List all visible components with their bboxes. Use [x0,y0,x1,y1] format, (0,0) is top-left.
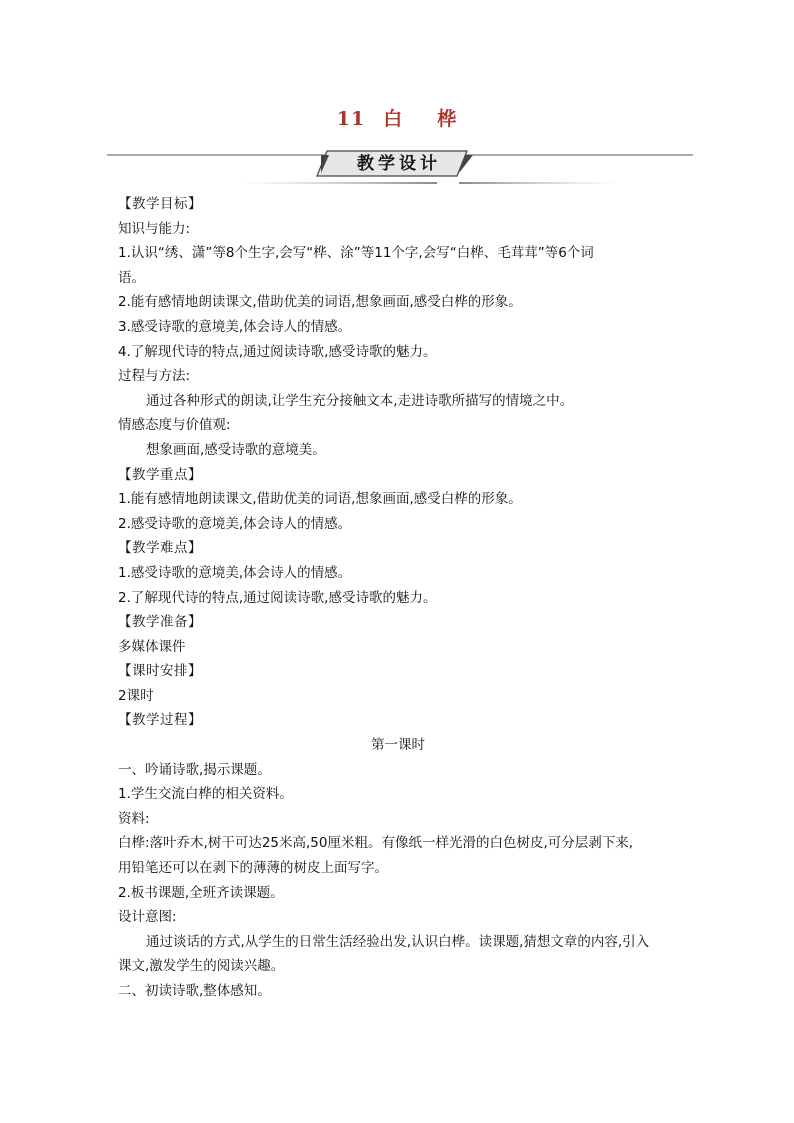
text-line: 2.板书课题,全班齐读课题。 [118,884,284,901]
banner-label: 教学设计 [357,154,441,174]
text-line: 通过谈话的方式,从学生的日常生活经验出发,认识白桦。读课题,猜想文章的内容,引入 [146,933,650,950]
title-char-1: 白 [383,108,404,130]
text-line: 二、初读诗歌,整体感知。 [118,983,271,999]
text-line: 1.认识“绣、潇”等8个生字,会写“桦、涂”等11个字,会写“白桦、毛茸茸”等6个词 [118,245,594,262]
text-line: 用铅笔还可以在剥下的薄薄的树皮上面写字。 [118,860,388,877]
section-heading: 【教学目标】 [118,196,202,212]
text-line: 2.感受诗歌的意境美,体会诗人的情感。 [118,515,352,532]
title-char-2: 桦 [437,108,458,130]
text-line: 想象画面,感受诗歌的意境美。 [146,441,326,458]
lesson-number: 11 [336,108,366,130]
text-line: 1.学生交流白桦的相关资料。 [118,786,293,803]
text-line: 2课时 [118,687,154,704]
document-body [118,192,678,1004]
section-heading: 【教学过程】 [118,712,202,729]
text-line: 4.了解现代诗的特点,通过阅读诗歌,感受诗歌的魅力。 [118,343,437,360]
text-line: 通过各种形式的朗读,让学生充分接触文本,走进诗歌所描写的情境之中。 [146,392,574,409]
text-line: 2.了解现代诗的特点,通过阅读诗歌,感受诗歌的魅力。 [118,589,437,606]
text-line: 语。 [118,269,145,286]
section-heading: 【教学准备】 [118,614,202,631]
text-line: 1.能有感情地朗读课文,借助优美的词语,想象画面,感受白桦的形象。 [118,491,522,508]
text-line: 设计意图: [118,909,177,926]
text-line: 1.感受诗歌的意境美,体会诗人的情感。 [118,564,352,581]
text-line: 课文,激发学生的阅读兴趣。 [118,958,285,975]
text-line: 知识与能力: [118,220,191,237]
text-line: 一、吟诵诗歌,揭示课题。 [118,761,271,778]
text-line: 白桦:落叶乔木,树干可达25米高,50厘米粗。有像纸一样光滑的白色树皮,可分层剥下来, [118,835,634,852]
text-line: 2.能有感情地朗读课文,借助优美的词语,想象画面,感受白桦的形象。 [118,294,522,311]
text-line: 多媒体课件 [118,638,186,655]
section-heading: 【教学难点】 [118,540,202,557]
text-line: 情感态度与价值观: [118,417,231,434]
section-heading: 【教学重点】 [118,466,202,483]
text-line: 过程与方法: [118,368,191,385]
text-line: 3.感受诗歌的意境美,体会诗人的情感。 [118,318,352,335]
section-heading: 【课时安排】 [118,663,202,680]
page-title [0,104,794,131]
text-line: 第一课时 [371,737,425,754]
text-line: 资料: [118,810,150,827]
